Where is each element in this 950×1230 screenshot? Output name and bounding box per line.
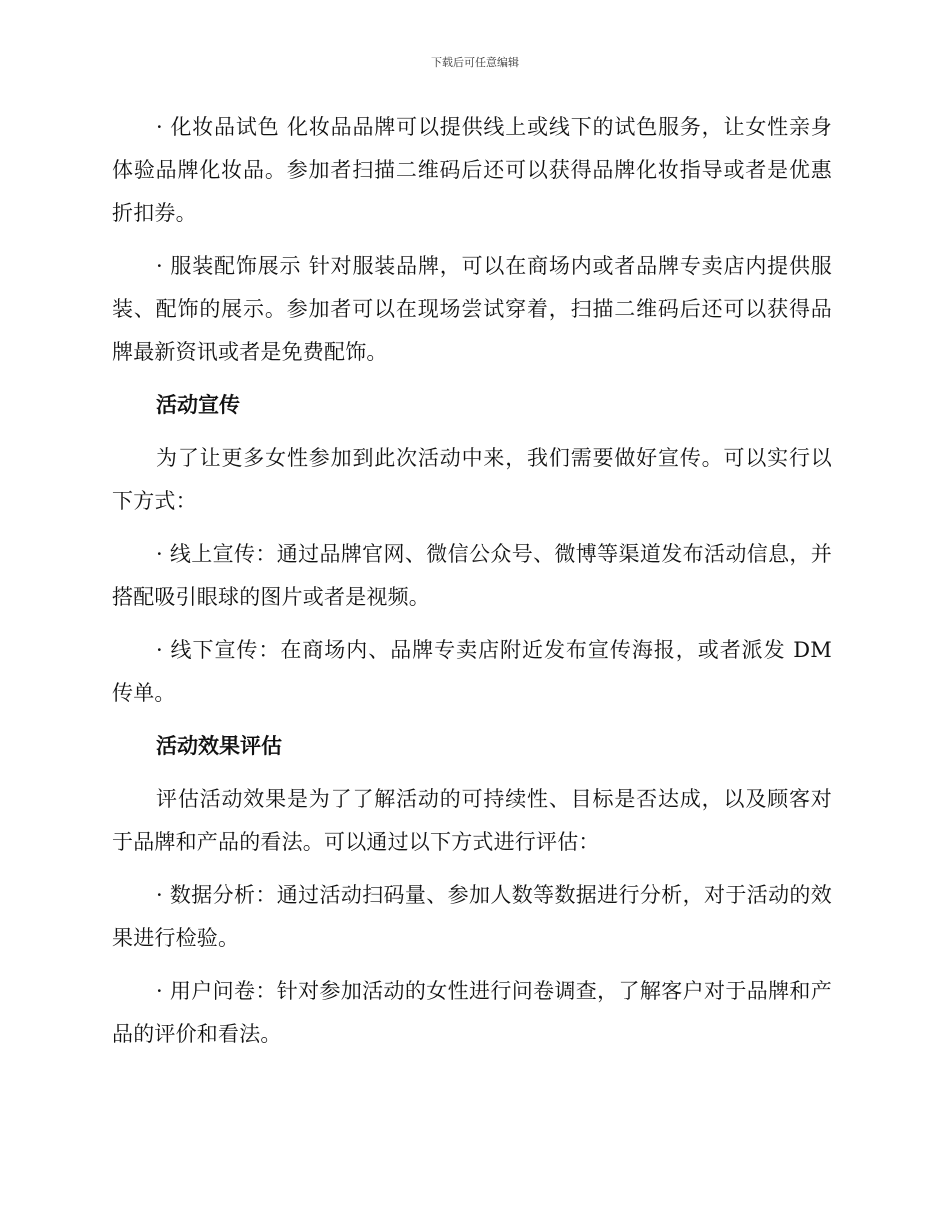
paragraph-data-analysis: · 数据分析：通过活动扫码量、参加人数等数据进行分析，对于活动的效果进行检验。 xyxy=(112,883,832,950)
paragraph-offline-promotion: · 线下宣传：在商场内、品牌专卖店附近发布宣传海报，或者派发 DM 传单。 xyxy=(112,638,832,705)
paragraph-user-survey: · 用户问卷：针对参加活动的女性进行问卷调查，了解客户对于品牌和产品的评价和看法。 xyxy=(112,979,832,1046)
section-heading-promotion: 活动宣传 xyxy=(156,393,240,417)
paragraph-promotion-intro: 为了让更多女性参加到此次活动中来，我们需要做好宣传。可以实行以下方式： xyxy=(112,446,832,513)
paragraph-evaluation-intro: 评估活动效果是为了了解活动的可持续性、目标是否达成，以及顾客对于品牌和产品的看法。可以通过以下方式进行评估： xyxy=(112,787,832,854)
page-header: 下载后可任意编辑 xyxy=(431,56,519,69)
paragraph-apparel-display: · 服装配饰展示 针对服装品牌，可以在商场内或者品牌专卖店内提供服装、配饰的展示。参加者可以在现场尝试穿着，扫描二维码后还可以获得品牌最新资讯或者是免费配饰。 xyxy=(112,254,832,364)
section-heading-evaluation: 活动效果评估 xyxy=(156,734,282,758)
paragraph-online-promotion: · 线上宣传：通过品牌官网、微信公众号、微博等渠道发布活动信息，并搭配吸引眼球的图片或者是视频。 xyxy=(112,542,832,609)
document-body xyxy=(112,106,832,1066)
paragraph-cosmetics-trial: · 化妆品试色 化妆品品牌可以提供线上或线下的试色服务，让女性亲身体验品牌化妆品。参加者扫描二维码后还可以获得品牌化妆指导或者是优惠折扣券。 xyxy=(112,115,832,225)
